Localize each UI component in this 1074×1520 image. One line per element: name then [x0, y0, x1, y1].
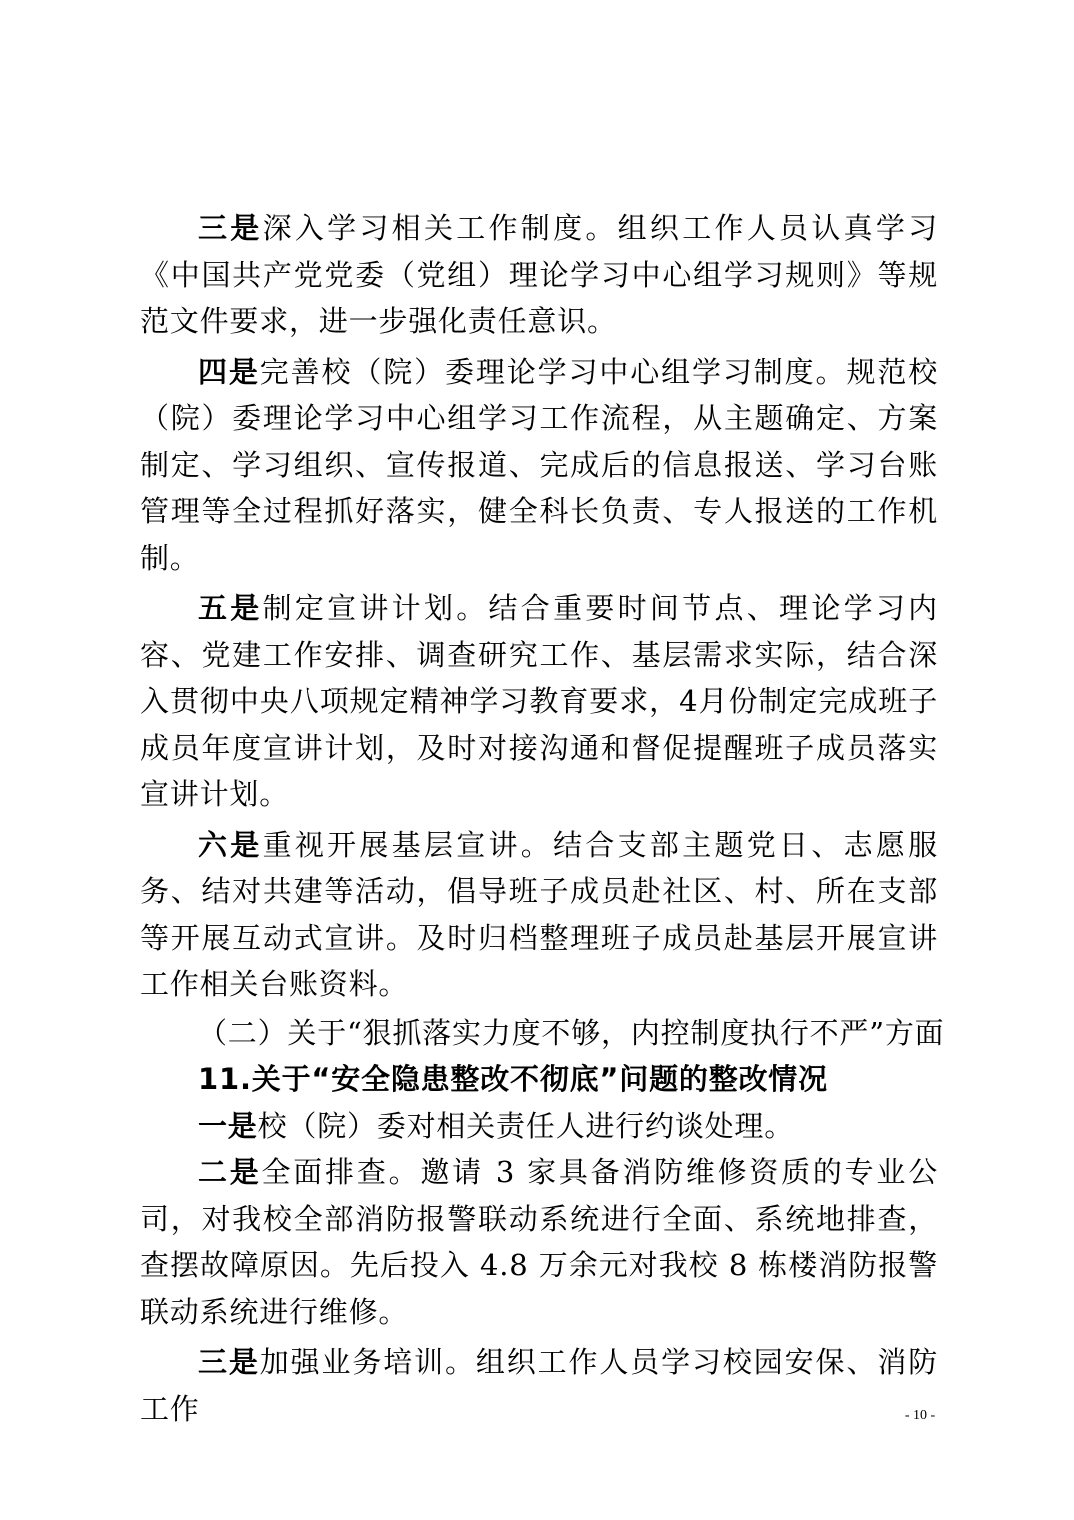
issue-heading: 11.关于“安全隐患整改不彻底”问题的整改情况 — [198, 1062, 828, 1096]
paragraph-item-2 — [140, 1149, 938, 1335]
paragraph-lead: 一是 — [198, 1108, 258, 1143]
paragraph-item-4 — [140, 349, 938, 582]
paragraph-item-6 — [140, 822, 938, 1008]
section-heading: （二）关于“狠抓落实力度不够，内控制度执行不严”方面 — [198, 1015, 945, 1050]
paragraph-text: 深入学习相关工作制度。组织工作人员认真学习《中国共产党党委（党组）理论学习中心组学习规则》等规范文件要求，进一步强化责任意识。 — [140, 211, 938, 338]
paragraph-text: 完善校（院）委理论学习中心组学习制度。规范校（院）委理论学习中心组学习工作流程，从主题确定、方案制定、学习组织、宣传报道、完成后的信息报送、学习台账管理等全过程抓好落实，健全科长负责、专人报送的工作机制。 — [140, 354, 938, 575]
paragraph-text: 加强业务培训。组织工作人员学习校园安保、消防工作 — [140, 1345, 938, 1426]
paragraph-lead: 三是 — [198, 211, 263, 245]
paragraph-text: 全面排查。邀请 3 家具备消防维修资质的专业公司，对我校全部消防报警联动系统进行全面、系统地排查，查摆故障原因。先后投入 4.8 万余元对我校 8 栋楼消防报警联动系统进行维修。 — [140, 1155, 938, 1329]
paragraph-lead: 三是 — [198, 1345, 260, 1379]
paragraph-text: 重视开展基层宣讲。结合支部主题党日、志愿服务、结对共建等活动，倡导班子成员赴社区、村、所在支部等开展互动式宣讲。及时归档整理班子成员赴基层开展宣讲工作相关台账资料。 — [140, 827, 938, 1001]
paragraph-text: 制定宣讲计划。结合重要时间节点、理论学习内容、党建工作安排、调查研究工作、基层需求实际，结合深入贯彻中央八项规定精神学习教育要求，4月份制定完成班子成员年度宣讲计划，及时对接沟通和督促提醒班子成员落实宣讲计划。 — [140, 591, 938, 811]
paragraph-lead: 四是 — [198, 354, 260, 389]
paragraph-item-1 — [140, 1103, 938, 1150]
paragraph-lead: 二是 — [198, 1155, 262, 1189]
paragraph-lead: 六是 — [198, 827, 263, 862]
document-body — [140, 205, 945, 1432]
paragraph-item-5 — [140, 585, 938, 818]
paragraph-text: 校（院）委对相关责任人进行约谈处理。 — [257, 1108, 795, 1143]
paragraph-item-3 — [140, 205, 938, 345]
page-number: - 10 - — [904, 1408, 936, 1423]
paragraph-item-3b — [140, 1339, 938, 1432]
paragraph-lead: 五是 — [198, 591, 263, 625]
